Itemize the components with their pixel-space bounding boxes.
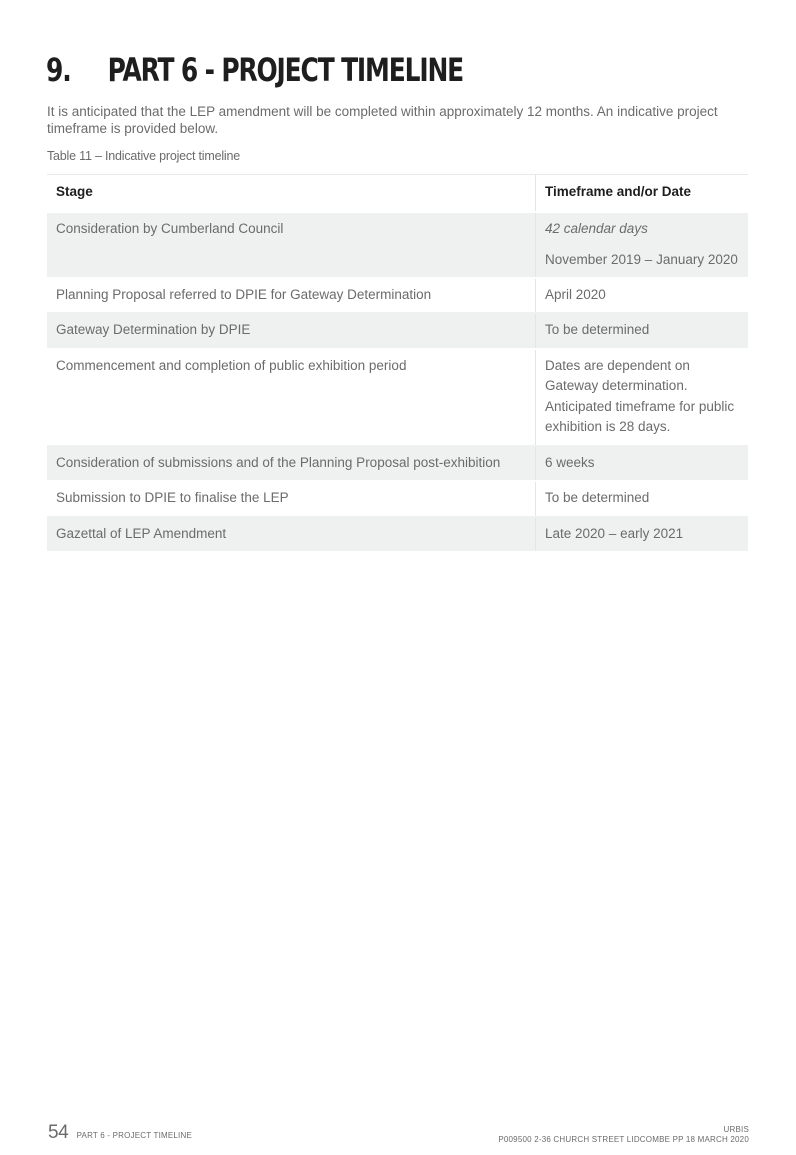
stage-cell: Consideration by Cumberland Council — [47, 212, 536, 278]
stage-cell: Commencement and completion of public exhibition period — [47, 349, 536, 446]
timeframe-duration: 42 calendar days — [545, 220, 648, 236]
section-title: PART 6 - PROJECT TIMELINE — [107, 51, 464, 89]
table-row — [47, 349, 748, 446]
table-row — [47, 481, 748, 517]
timeframe-cell: April 2020 — [536, 278, 749, 314]
stage-cell: Submission to DPIE to finalise the LEP — [47, 481, 536, 517]
timeframe-cell: Dates are dependent on Gateway determination. Anticipated timeframe for public exhibition is 28 days. — [536, 349, 749, 446]
table-row — [47, 212, 748, 278]
section-number: 9. — [46, 51, 71, 89]
timeframe-cell: To be determined — [536, 481, 749, 517]
table-row — [47, 313, 748, 349]
section-heading — [46, 50, 463, 90]
timeframe-cell — [536, 212, 749, 278]
header-timeframe: Timeframe and/or Date — [536, 175, 749, 212]
stage-cell: Gazettal of LEP Amendment — [47, 517, 536, 553]
page-number: 54 — [48, 1122, 69, 1143]
timeframe-cell: To be determined — [536, 313, 749, 349]
header-stage: Stage — [47, 175, 536, 212]
project-timeline-table — [47, 174, 748, 553]
stage-cell: Consideration of submissions and of the Planning Proposal post-exhibition — [47, 446, 536, 482]
stage-cell: Gateway Determination by DPIE — [47, 313, 536, 349]
table-caption: Table 11 – Indicative project timeline — [47, 149, 240, 163]
table-row — [47, 517, 748, 553]
timeframe-cell: Late 2020 – early 2021 — [536, 517, 749, 553]
footer-company: URBIS — [723, 1125, 749, 1134]
table-row — [47, 278, 748, 314]
footer-left — [48, 1122, 192, 1144]
footer-section-title: PART 6 - PROJECT TIMELINE — [76, 1131, 192, 1140]
timeframe-dates: November 2019 – January 2020 — [545, 252, 738, 267]
table-row — [47, 446, 748, 482]
intro-paragraph: It is anticipated that the LEP amendment will be completed within approximately 12 months. An indicative project timeframe is provided below. — [47, 104, 718, 136]
table-header-row — [47, 175, 748, 212]
footer-right — [498, 1125, 749, 1145]
footer-document-ref: P009500 2-36 CHURCH STREET LIDCOMBE PP 18 MARCH 2020 — [498, 1135, 749, 1144]
stage-cell: Planning Proposal referred to DPIE for Gateway Determination — [47, 278, 536, 314]
timeframe-cell: 6 weeks — [536, 446, 749, 482]
